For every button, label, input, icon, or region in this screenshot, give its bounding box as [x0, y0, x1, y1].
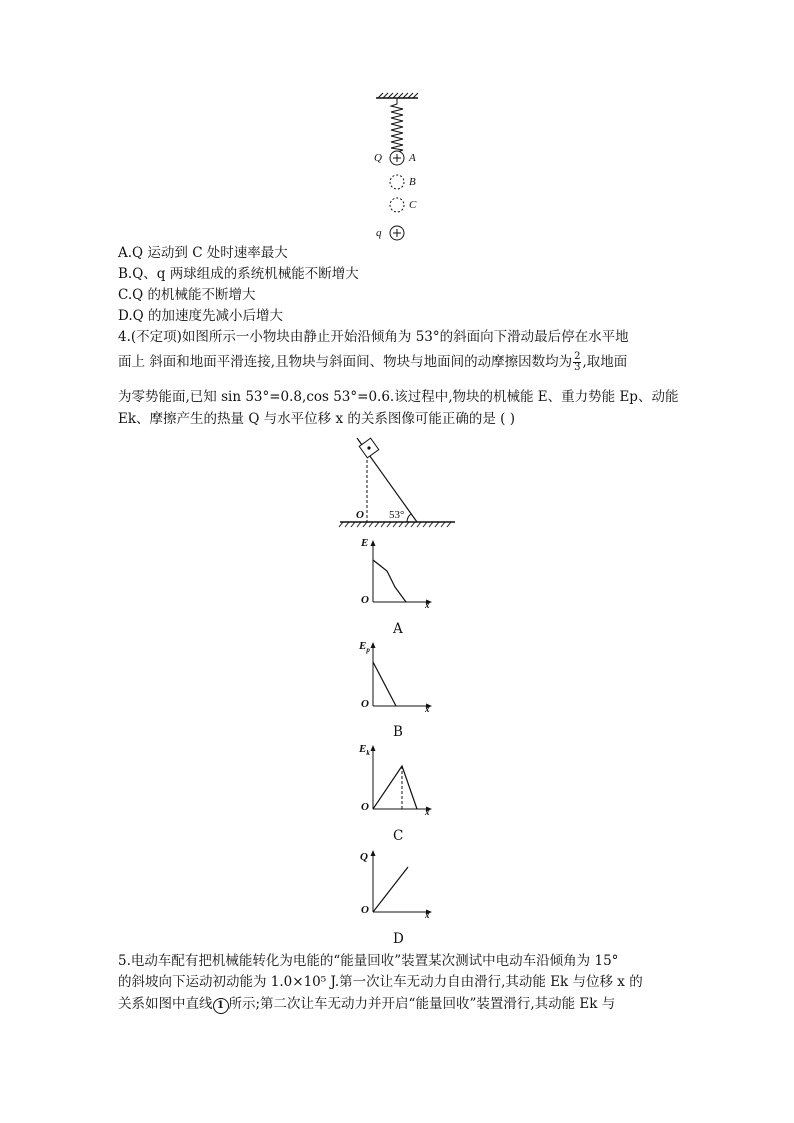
- q5-line-3: [118, 995, 615, 1014]
- q4-line-2-a: 面上 斜面和地面平滑连接,且物块与斜面间、物块与地面间的动摩擦因数均为: [118, 354, 573, 370]
- graph-b-origin: O: [361, 698, 369, 710]
- option-b: B.Q、q 两球组成的系统机械能不断增大: [118, 266, 359, 282]
- graph-b-ylabel: $E_p$: [359, 640, 370, 655]
- graph-a-xlabel: x: [425, 600, 430, 610]
- q4-line-2-b: ,取地面: [582, 354, 628, 370]
- graph-d-caption: D: [393, 931, 404, 947]
- graph-c-xlabel: x: [425, 807, 430, 817]
- friction-fraction: $\frac{2}{3}$: [574, 351, 581, 373]
- graph-c-caption: C: [393, 828, 404, 844]
- incline-origin-label: O: [356, 509, 364, 521]
- graph-c-ylabel: $E_k$: [359, 743, 370, 758]
- graph-d-xlabel: x: [425, 910, 430, 920]
- graph-b-xlabel: x: [425, 704, 430, 714]
- q4-line-3: 为零势能面,已知 sin 53°=0.8,cos 53°=0.6.该过程中,物块的机械能 E、重力势能 Ep、动能: [118, 389, 679, 405]
- label-Q: Q: [374, 152, 382, 164]
- label-C: C: [409, 199, 417, 211]
- option-c: C.Q 的机械能不断增大: [118, 287, 256, 303]
- graph-d-ylabel: Q: [360, 851, 368, 863]
- incline-angle-label: 53°: [389, 509, 405, 521]
- graph-a-caption: A: [393, 621, 403, 637]
- q5-line-1: 5.电动车配有把机械能转化为电能的“能量回收”装置某次测试中电动车沿倾角为 15°: [118, 953, 619, 969]
- spring-figure: [360, 90, 440, 250]
- graph-b-caption: B: [393, 724, 403, 740]
- option-d: D.Q 的加速度先减小后增大: [118, 308, 283, 324]
- graph-a-ylabel: E: [361, 537, 369, 549]
- label-A: A: [409, 152, 416, 164]
- circled-number: 1: [213, 998, 229, 1014]
- q5-line-3-b: 所示;第二次让车无动力并开启“能量回收”装置滑行,其动能 Ek 与: [228, 996, 616, 1012]
- q4-line-1: 4.(不定项)如图所示一小物块由静止开始沿倾角为 53°的斜面向下滑动最后停在水平地: [118, 329, 629, 345]
- graph-c-origin: O: [361, 801, 369, 813]
- q5-line-3-a: 关系如图中直线: [118, 996, 213, 1012]
- q5-line-2: 的斜坡向下运动初动能为 1.0×10⁵ J.第一次让车无动力自由滑行,其动能 Ek 与位移 x 的: [118, 974, 643, 990]
- graph-d-origin: O: [361, 904, 369, 916]
- label-q: q: [376, 227, 382, 239]
- q4-line-2: [118, 352, 627, 373]
- label-B: B: [409, 176, 416, 188]
- graph-a-origin: O: [361, 594, 369, 606]
- option-a: A.Q 运动到 C 处时速率最大: [118, 245, 288, 261]
- q4-line-4: Ek、摩擦产生的热量 Q 与水平位移 x 的关系图像可能正确的是 ( ): [118, 411, 515, 427]
